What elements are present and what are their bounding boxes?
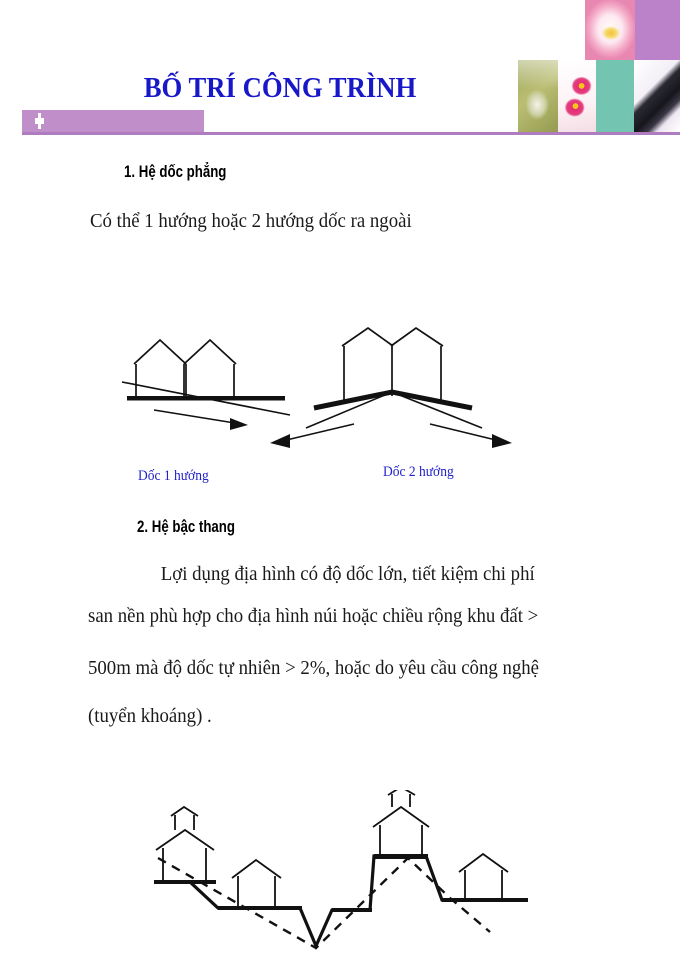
figure-caption-one-direction: Dốc 1 hướng xyxy=(138,468,209,484)
title-accent-bar xyxy=(22,110,204,132)
slope-direction-arrow-left xyxy=(270,424,354,448)
figure-caption-two-direction: Dốc 2 hướng xyxy=(383,464,454,480)
house-shape xyxy=(184,340,236,398)
terrace-platform-5 xyxy=(442,898,528,902)
diamond-bullet-icon xyxy=(35,113,44,129)
flat-slope-diagram xyxy=(100,320,580,470)
slide-header-banner xyxy=(0,0,700,140)
paragraph-line: 500m mà độ dốc tự nhiên > 2%, hoặc do yêu cầu công nghệ xyxy=(88,657,539,679)
house-shape xyxy=(156,807,214,881)
house-shape xyxy=(232,860,281,907)
paragraph-line: Lợi dụng địa hình có độ dốc lớn, tiết kiệm chi phí xyxy=(160,563,535,585)
platform-bar xyxy=(127,396,285,401)
slope-direction-arrow xyxy=(154,410,248,430)
one-direction-slope-figure xyxy=(122,340,290,470)
page-title: BỐ TRÍ CÔNG TRÌNH xyxy=(143,72,417,104)
section-heading-2: 2. Hệ bậc thang xyxy=(137,517,235,536)
slope-direction-arrow-right xyxy=(430,424,512,448)
section-1-subtitle: Có thể 1 hướng hoặc 2 hướng dốc ra ngoài xyxy=(90,210,412,232)
paragraph-line: san nền phù hợp cho địa hình núi hoặc chiều rộng khu đất > xyxy=(88,605,539,627)
purple-block xyxy=(635,0,680,60)
natural-ground-dashed-line xyxy=(158,858,490,948)
device-photo xyxy=(634,60,680,132)
terrace-platform-2 xyxy=(218,906,302,910)
title-underline-rule xyxy=(22,132,680,135)
natural-ground-line-right xyxy=(392,392,482,428)
terrace-platform-3 xyxy=(332,908,372,912)
terrace-diagram xyxy=(130,790,550,965)
butterfly-photo xyxy=(558,60,596,132)
natural-ground-line-left xyxy=(306,392,392,428)
glassware-photo xyxy=(518,60,558,132)
terrace-platform-4 xyxy=(374,854,428,859)
platform-ridge xyxy=(314,392,472,408)
lily-flower-photo xyxy=(585,0,635,60)
two-direction-slope-figure xyxy=(270,328,512,448)
house-shape xyxy=(373,790,429,855)
section-heading-1: 1. Hệ dốc phẳng xyxy=(124,162,227,181)
paragraph-line: (tuyển khoáng) . xyxy=(88,705,212,727)
teal-block xyxy=(596,60,634,132)
house-shape xyxy=(459,854,508,899)
